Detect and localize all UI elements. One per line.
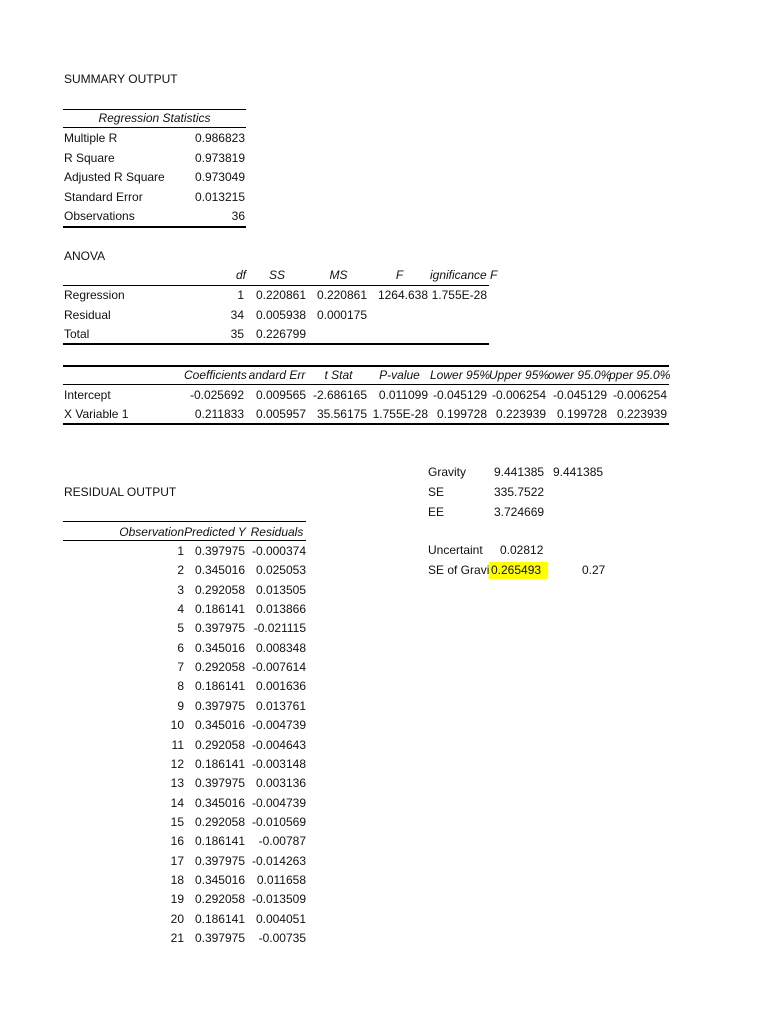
regstats-bottom-rule <box>63 226 246 228</box>
residual-predicted: 0.186141 <box>194 834 245 848</box>
regstats-row-label: Observations <box>64 209 135 223</box>
regstats-row-value: 36 <box>231 209 245 223</box>
coef-cell: -0.025692 <box>189 388 244 402</box>
residual-value: -0.000374 <box>251 544 306 558</box>
ee-value: 3.724669 <box>494 505 545 519</box>
se-label: SE <box>428 485 445 499</box>
regstats-row-label: Multiple R <box>64 131 118 145</box>
residual-predicted: 0.186141 <box>194 912 245 926</box>
coef-col-header: t Stat <box>324 368 353 382</box>
residual-predicted: 0.186141 <box>194 757 245 771</box>
coef-cell: 0.009565 <box>255 388 306 402</box>
coef-cell: -0.006254 <box>491 388 546 402</box>
residual-value: 0.003136 <box>255 776 306 790</box>
anova-cell: 0.005938 <box>255 308 306 322</box>
coef-cell: 0.211833 <box>194 407 244 421</box>
coef-cell: -0.006254 <box>612 388 667 402</box>
anova-cell: 0.000175 <box>316 308 367 322</box>
coef-cell: 0.199728 <box>436 407 487 421</box>
coef-cell: 0.005957 <box>255 407 306 421</box>
gravity-value-1: 9.441385 <box>494 465 545 479</box>
residual-value: 0.025053 <box>255 563 306 577</box>
residual-predicted: 0.345016 <box>194 718 245 732</box>
residual-col-header: Predicted Y <box>184 525 246 539</box>
residual-obs: 16 <box>170 834 184 848</box>
residual-value: -0.00735 <box>258 931 306 945</box>
regstats-top-rule <box>63 109 246 110</box>
residual-col-header: Residuals <box>250 525 304 539</box>
residual-value: -0.00787 <box>258 834 306 848</box>
se-gravity-rounded: 0.27 <box>582 563 606 577</box>
ee-label: EE <box>428 505 445 519</box>
residual-obs: 10 <box>170 718 184 732</box>
coef-cell: 1.755E-28 <box>372 407 428 421</box>
anova-col-header: ignificance F <box>430 268 498 282</box>
se-value: 335.7522 <box>494 485 545 499</box>
regstats-row-value: 0.973049 <box>194 170 245 184</box>
regstats-row-value: 0.973819 <box>194 151 245 165</box>
anova-bottom-rule <box>63 343 489 345</box>
anova-cell: 0.220861 <box>255 288 306 302</box>
residual-obs: 7 <box>177 660 184 674</box>
residual-value: 0.004051 <box>255 912 306 926</box>
regstats-row-label: Standard Error <box>64 190 143 204</box>
residual-value: -0.004739 <box>251 796 306 810</box>
residual-predicted: 0.186141 <box>194 602 245 616</box>
residual-value: 0.013761 <box>255 699 306 713</box>
residual-predicted: 0.397975 <box>194 544 245 558</box>
residual-predicted: 0.292058 <box>194 815 245 829</box>
residual-predicted: 0.345016 <box>194 873 245 887</box>
residual-obs: 13 <box>170 776 184 790</box>
residual-top-rule <box>63 521 306 522</box>
summary-title: SUMMARY OUTPUT <box>64 72 178 86</box>
residual-obs: 2 <box>177 563 184 577</box>
residual-obs: 1 <box>177 544 184 558</box>
residual-obs: 17 <box>170 854 184 868</box>
residual-value: -0.021115 <box>253 621 306 635</box>
residual-obs: 18 <box>170 873 184 887</box>
residual-predicted: 0.292058 <box>194 892 245 906</box>
uncertainty-label: Uncertaint <box>428 543 483 557</box>
residual-obs: 15 <box>170 815 184 829</box>
residual-obs: 21 <box>170 931 184 945</box>
residual-obs: 3 <box>177 583 184 597</box>
residual-obs: 8 <box>177 679 184 693</box>
residual-predicted: 0.397975 <box>194 776 245 790</box>
residual-obs: 14 <box>170 796 184 810</box>
coef-cell: 0.223939 <box>616 407 667 421</box>
anova-cell: 0.226799 <box>255 327 306 341</box>
residual-obs: 19 <box>170 892 184 906</box>
anova-cell: 1.755E-28 <box>431 288 487 302</box>
residual-predicted: 0.345016 <box>194 641 245 655</box>
uncertainty-value: 0.02812 <box>500 543 544 557</box>
anova-col-header: F <box>395 268 404 282</box>
regstats-header-rule <box>63 127 246 128</box>
residual-predicted: 0.345016 <box>194 796 245 810</box>
regstats-row-label: Adjusted R Square <box>64 170 165 184</box>
residual-obs: 12 <box>170 757 184 771</box>
anova-title: ANOVA <box>64 249 106 263</box>
anova-cell: 0.220861 <box>316 288 367 302</box>
residual-value: 0.001636 <box>255 679 306 693</box>
coef-col-header: ower 95.0% <box>548 368 612 382</box>
anova-row-label: Total <box>64 327 90 341</box>
regstats-row-value: 0.013215 <box>194 190 245 204</box>
residual-col-header: Observation <box>119 525 184 539</box>
regstats-row-value: 0.986823 <box>194 131 245 145</box>
residual-value: 0.013505 <box>255 583 306 597</box>
residual-value: 0.013866 <box>255 602 306 616</box>
residual-value: -0.014263 <box>251 854 306 868</box>
coef-cell: 0.223939 <box>495 407 546 421</box>
residual-predicted: 0.292058 <box>194 738 245 752</box>
coef-col-header: P-value <box>379 368 420 382</box>
coef-col-header: Coefficients <box>184 368 247 382</box>
residual-predicted: 0.397975 <box>194 621 245 635</box>
coef-top-rule <box>63 365 669 367</box>
coef-bottom-rule <box>63 423 669 425</box>
coef-col-header: andard Err <box>248 368 306 382</box>
residual-obs: 4 <box>177 602 184 616</box>
coef-col-header: Upper 95% <box>489 368 550 382</box>
residual-predicted: 0.292058 <box>194 660 245 674</box>
anova-col-header: SS <box>268 268 285 282</box>
anova-row-label: Regression <box>64 288 125 302</box>
residual-value: -0.013509 <box>251 892 306 906</box>
coef-cell: -0.045129 <box>552 388 607 402</box>
anova-row-label: Residual <box>64 308 111 322</box>
se-gravity-label: SE of Gravi <box>428 563 490 577</box>
residual-value: -0.004739 <box>251 718 306 732</box>
anova-header-rule <box>63 285 489 286</box>
residual-predicted: 0.397975 <box>194 699 245 713</box>
anova-cell: 1 <box>237 288 244 302</box>
se-gravity-value: 0.265493 <box>489 562 548 579</box>
residual-obs: 9 <box>177 699 184 713</box>
residual-value: -0.010569 <box>251 815 306 829</box>
coef-row-label: X Variable 1 <box>64 407 129 421</box>
anova-cell: 35 <box>230 327 244 341</box>
residual-predicted: 0.397975 <box>194 854 245 868</box>
residual-obs: 6 <box>177 641 184 655</box>
residual-value: 0.011658 <box>256 873 306 887</box>
residual-title: RESIDUAL OUTPUT <box>64 485 177 499</box>
gravity-label: Gravity <box>428 465 467 479</box>
coef-col-header: Lower 95% <box>430 368 491 382</box>
regstats-header: Regression Statistics <box>98 111 211 125</box>
residual-header-rule <box>63 540 306 541</box>
coef-cell: 0.199728 <box>556 407 607 421</box>
residual-value: 0.008348 <box>255 641 306 655</box>
anova-cell: 34 <box>230 308 244 322</box>
residual-value: -0.007614 <box>251 660 306 674</box>
regstats-row-label: R Square <box>64 151 115 165</box>
residual-predicted: 0.345016 <box>194 563 245 577</box>
residual-predicted: 0.397975 <box>194 931 245 945</box>
anova-cell: 1264.638 <box>377 288 428 302</box>
coef-col-header: pper 95.0% <box>609 368 671 382</box>
coef-cell: 0.011099 <box>378 388 428 402</box>
coef-row-label: Intercept <box>64 388 111 402</box>
coef-cell: -0.045129 <box>432 388 487 402</box>
residual-predicted: 0.292058 <box>194 583 245 597</box>
residual-value: -0.003148 <box>251 757 306 771</box>
residual-obs: 20 <box>170 912 184 926</box>
residual-obs: 11 <box>171 738 184 752</box>
anova-col-header: MS <box>329 268 348 282</box>
anova-col-header: df <box>235 268 246 282</box>
coef-cell: 35.56175 <box>316 407 367 421</box>
residual-predicted: 0.186141 <box>194 679 245 693</box>
gravity-value-2: 9.441385 <box>553 465 604 479</box>
coef-header-rule <box>63 384 669 385</box>
residual-obs: 5 <box>177 621 184 635</box>
residual-value: -0.004643 <box>251 738 306 752</box>
coef-cell: -2.686165 <box>312 388 367 402</box>
